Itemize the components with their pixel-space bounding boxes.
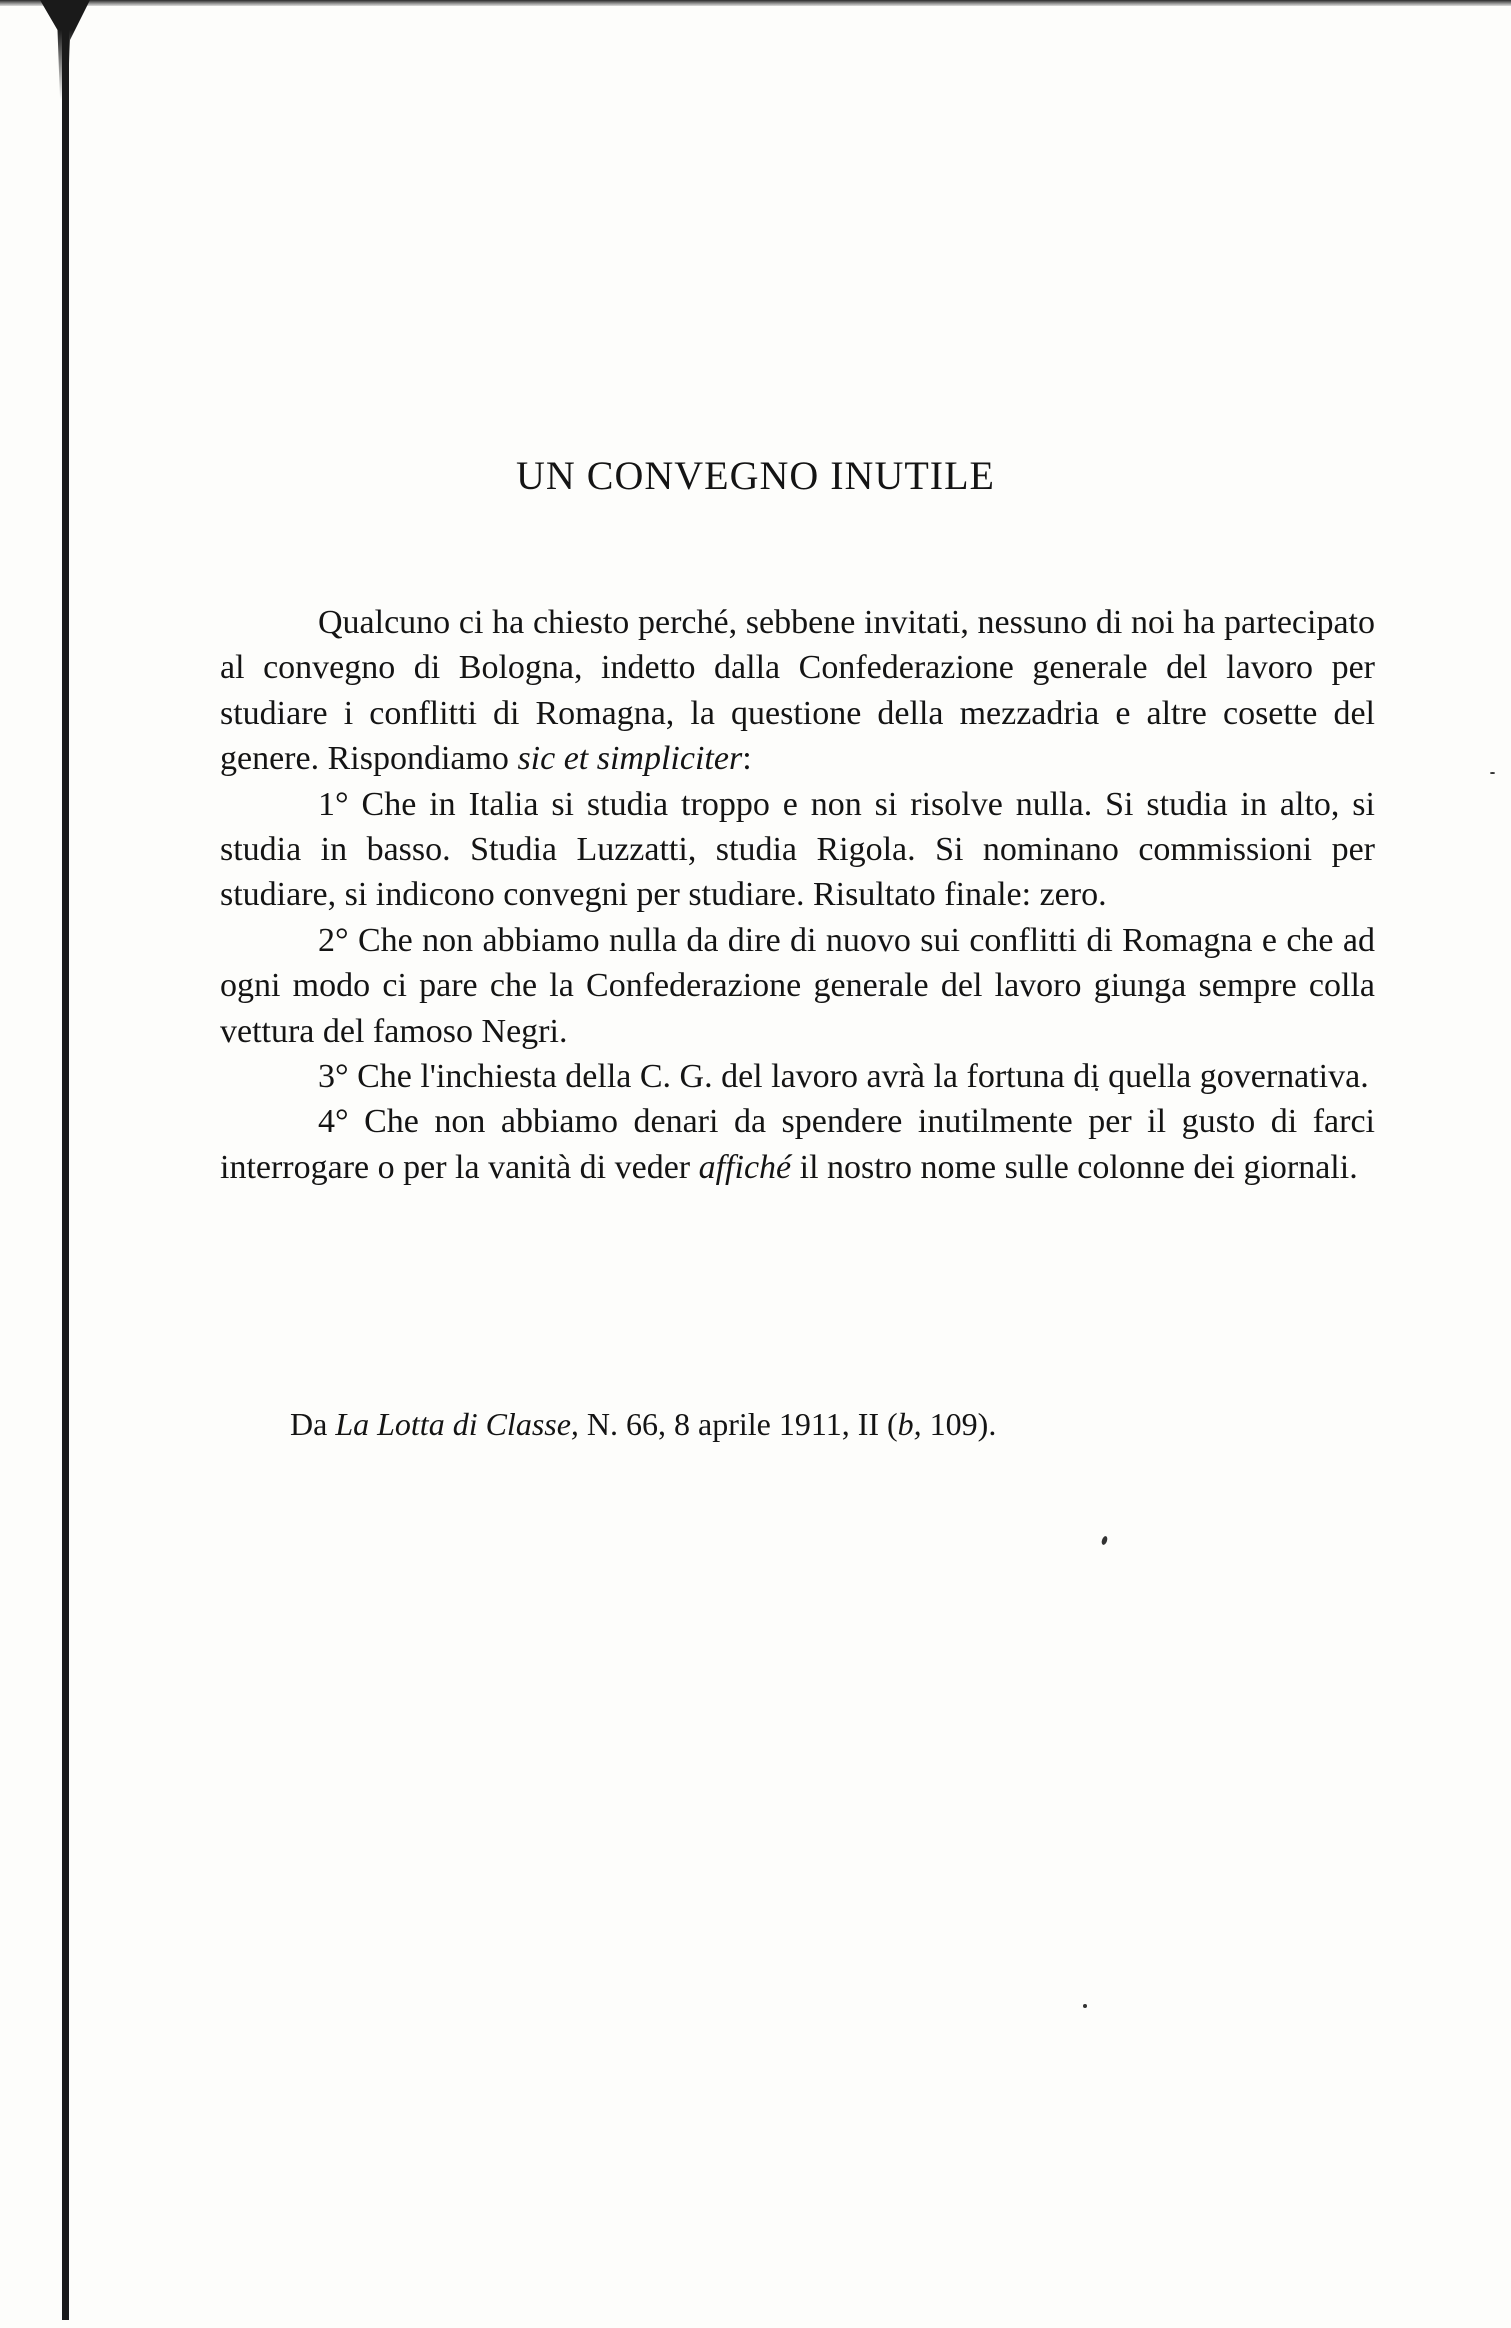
source-prefix: Da bbox=[290, 1406, 336, 1442]
article-title: UN CONVEGNO INUTILE bbox=[516, 453, 995, 498]
point-3-paragraph: 3° Che l'inchiesta della C. G. del lavoro avrà la fortuna di quella governativa. bbox=[318, 1058, 1369, 1096]
scan-speck bbox=[1083, 2004, 1087, 2008]
point-2-paragraph: 2° Che non abbiamo nulla da dire di nuovo sui conflitti di Romagna e che ad ogni modo ci pare che la Confederazione generale del lavoro giunga sempre colla vettura del famoso Negri. bbox=[220, 921, 1375, 1050]
scan-top-edge bbox=[0, 0, 1511, 6]
source-details-end: 109). bbox=[921, 1406, 997, 1442]
source-publication: La Lotta di Classe, bbox=[335, 1406, 579, 1442]
scan-speck bbox=[1490, 772, 1495, 774]
scan-binding-edge bbox=[62, 20, 69, 2320]
point-4-italic-word: affiché bbox=[698, 1148, 792, 1186]
point-4-paragraph bbox=[220, 1099, 1375, 1190]
article-body bbox=[220, 600, 1375, 1190]
point-4-text: 4° Che non abbiamo denari da spendere inutilmente per il gusto di farci interrogare o per la vanità di veder bbox=[220, 1103, 1375, 1186]
point-4-text-end: il nostro nome sulle colonne dei giornali. bbox=[791, 1148, 1358, 1186]
source-ref: b, bbox=[897, 1406, 922, 1442]
source-citation bbox=[290, 1404, 1390, 1444]
source-details: N. 66, 8 aprile 1911, II ( bbox=[578, 1406, 898, 1442]
intro-paragraph bbox=[220, 600, 1375, 782]
point-1-paragraph: 1° Che in Italia si studia troppo e non si risolve nulla. Si studia in alto, si studia in basso. Studia Luzzatti, studia Rigola. Si nominano commissioni per studiare, si indicono convegni per studiare. Risultato finale: zero. bbox=[220, 785, 1375, 914]
intro-colon: : bbox=[742, 740, 752, 778]
intro-italic-phrase: sic et simpliciter bbox=[517, 740, 743, 778]
scan-speck bbox=[1101, 1535, 1109, 1545]
intro-text: Qualcuno ci ha chiesto perché, sebbene invitati, nessuno di noi ha partecipato al convegno di Bologna, indetto dalla Confederazione generale del lavoro per studiare i conflitti di Romagna, la questione della mezzadria e altre cosette del genere. Rispondiamo bbox=[220, 604, 1375, 778]
